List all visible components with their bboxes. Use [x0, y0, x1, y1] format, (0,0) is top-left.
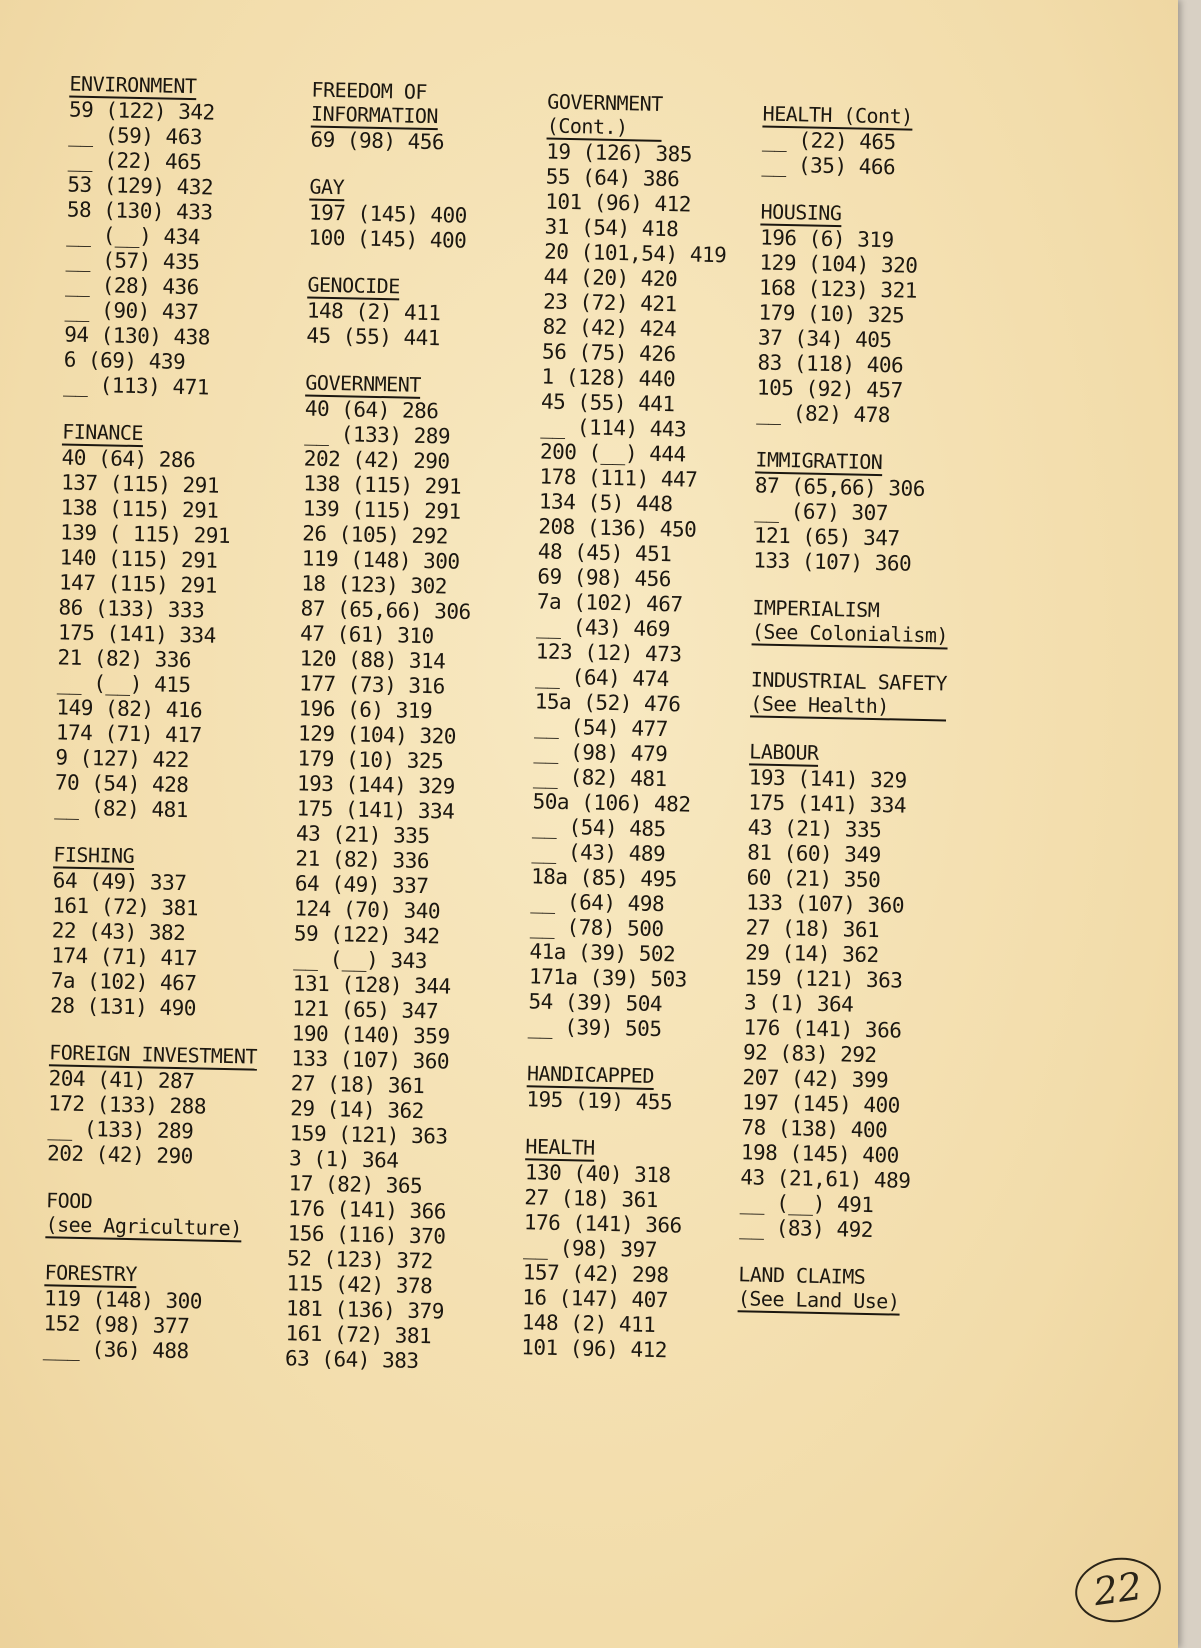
section-heading-title: HANDICAPPED	[526, 1061, 655, 1088]
index-entry: 179 (10) 325	[758, 300, 905, 328]
section-heading-subtitle: (See Health)	[750, 691, 890, 719]
index-column-1	[42, 72, 319, 1389]
index-entry: 82 (42) 424	[542, 314, 677, 342]
index-entry: 119 (148) 300	[43, 1286, 203, 1314]
index-entry: __ (64) 474	[535, 664, 670, 692]
index-entry: 120 (88) 314	[299, 646, 446, 674]
index-entry: 3 (1) 364	[288, 1146, 399, 1173]
index-entry: 161 (72) 381	[52, 893, 199, 921]
index-entry: 45 (55) 441	[540, 389, 675, 417]
section-heading-title: IMPERIALISM	[752, 595, 880, 623]
index-entry: 43 (21) 335	[747, 815, 882, 843]
section-heading-title: LAND CLAIMS	[738, 1262, 866, 1289]
index-entry: 176 (141) 366	[287, 1196, 447, 1224]
index-entry: 44 (20) 420	[543, 264, 678, 292]
index-entry: 123 (12) 473	[535, 639, 682, 667]
index-entry: 92 (83) 292	[742, 1040, 877, 1068]
index-entry: 193 (141) 329	[748, 765, 907, 793]
section-heading-title: IMMIGRATION	[755, 447, 883, 475]
index-section	[738, 1262, 989, 1317]
section-heading-title: GOVERNMENT	[547, 89, 663, 116]
index-entry: 56 (75) 426	[541, 339, 676, 367]
index-entry: 177 (73) 316	[298, 671, 446, 699]
index-entry: __ (90) 437	[64, 297, 199, 325]
index-entry: 41a (39) 502	[529, 939, 676, 967]
section-heading	[760, 199, 841, 227]
index-entry: 83 (118) 406	[757, 350, 904, 378]
index-entry: 45 (55) 441	[306, 323, 441, 351]
section-heading	[45, 1188, 242, 1242]
entry-list	[739, 765, 999, 1245]
index-entry: 129 (104) 320	[759, 250, 918, 278]
index-entry: 208 (136) 450	[538, 514, 697, 542]
section-heading-subtitle: (See Land Use)	[737, 1286, 900, 1314]
entry-list	[306, 298, 557, 353]
index-entry: 40 (64) 286	[304, 396, 439, 424]
index-entry: 138 (115) 291	[60, 495, 219, 523]
index-entry: __ (133) 289	[304, 421, 451, 449]
index-entry: 101 (96) 412	[544, 189, 692, 217]
section-heading	[311, 78, 439, 131]
index-entry: 147 (115) 291	[58, 570, 218, 598]
section-heading-subtitle: (see Agriculture)	[45, 1212, 243, 1241]
index-entry: 175 (141) 334	[296, 796, 455, 824]
index-entry: 174 (71) 417	[55, 720, 202, 748]
index-entry: 27 (18) 361	[524, 1185, 659, 1213]
index-entry: 16 (147) 407	[522, 1285, 669, 1313]
index-entry: 129 (104) 320	[297, 721, 457, 749]
index-entry: 196 (6) 319	[298, 696, 433, 724]
index-entry: 3 (1) 364	[743, 990, 854, 1017]
section-heading-subtitle: (Cont.)	[546, 113, 628, 140]
index-section	[310, 78, 562, 158]
index-entry: __ (__) 415	[56, 670, 191, 698]
index-entry: 28 (131) 490	[49, 993, 197, 1021]
index-entry: 175 (141) 334	[57, 620, 217, 648]
index-entry: __ (67) 307	[754, 498, 889, 526]
index-entry: 81 (60) 349	[746, 840, 882, 868]
index-entry: 43 (21) 335	[295, 821, 430, 849]
index-entry: 69 (98) 456	[310, 127, 445, 155]
entry-list	[50, 868, 303, 1023]
index-entry: 198 (145) 400	[740, 1140, 900, 1168]
index-entry: 195 (19) 455	[526, 1087, 673, 1115]
index-entry: __ (43) 469	[536, 614, 671, 642]
section-heading	[307, 272, 400, 300]
index-entry: 181 (136) 379	[285, 1296, 445, 1324]
index-column-2	[284, 78, 562, 1399]
section-heading	[762, 102, 913, 131]
index-entry: 29 (14) 362	[744, 940, 879, 968]
section-heading-title: HOUSING	[760, 199, 842, 226]
index-entry: 159 (121) 363	[289, 1121, 448, 1149]
index-entry: 27 (18) 361	[290, 1071, 425, 1099]
index-entry: 202 (42) 290	[46, 1141, 194, 1169]
index-entry: __ (57) 435	[65, 247, 200, 275]
index-entry: __ (22) 465	[761, 127, 896, 155]
index-entry: ___ (36) 488	[42, 1336, 189, 1364]
index-entry: 23 (72) 421	[542, 289, 677, 317]
entry-list	[761, 128, 1012, 183]
index-entry: 6 (69) 439	[63, 347, 186, 375]
entry-list	[521, 1160, 775, 1365]
index-entry: 9 (127) 422	[55, 745, 190, 773]
index-column-4	[737, 102, 1013, 1340]
index-entry: 87 (65,66) 306	[300, 596, 471, 624]
index-entry: 7a (102) 467	[50, 968, 197, 996]
index-section	[50, 842, 304, 1023]
index-entry: 172 (133) 288	[47, 1091, 207, 1119]
index-entry: 54 (39) 504	[528, 989, 663, 1017]
section-heading	[305, 370, 421, 398]
index-entry: __ (54) 477	[533, 714, 669, 742]
section-heading-title: FISHING	[53, 842, 135, 869]
section-heading	[749, 739, 819, 766]
section-heading-title: GOVERNMENT	[305, 370, 422, 397]
index-entry: __ (113) 471	[62, 372, 210, 400]
entry-list	[47, 1066, 299, 1171]
section-heading	[527, 1061, 654, 1090]
index-section	[739, 739, 999, 1245]
index-section	[45, 1188, 296, 1243]
index-entry: 148 (2) 411	[521, 1310, 656, 1338]
index-entry: 171a (39) 503	[528, 964, 688, 992]
index-entry: 178 (111) 447	[539, 464, 698, 492]
section-heading	[547, 90, 663, 142]
index-entry: 52 (123) 372	[286, 1246, 434, 1274]
index-entry: 149 (82) 416	[56, 695, 203, 723]
section-heading-title: ENVIRONMENT	[69, 71, 197, 99]
section-heading	[309, 175, 344, 202]
index-entry: __ (43) 489	[531, 839, 666, 867]
index-entry: 133 (107) 360	[291, 1046, 450, 1074]
index-entry: __ (39) 505	[527, 1014, 662, 1042]
index-entry: 204 (41) 287	[48, 1066, 195, 1094]
index-entry: 139 ( 115) 291	[59, 520, 231, 548]
index-entry: 156 (116) 370	[287, 1221, 446, 1249]
index-entry: 48 (45) 451	[537, 539, 672, 567]
section-heading-title: GAY	[309, 174, 345, 200]
entry-list	[310, 128, 560, 158]
index-entry: 60 (21) 350	[746, 865, 881, 893]
index-entry: 78 (138) 400	[741, 1115, 888, 1143]
index-entry: 55 (64) 386	[545, 164, 680, 192]
index-entry: 137 (115) 291	[60, 470, 220, 498]
index-entry: 19 (126) 385	[546, 139, 693, 167]
index-entry: 121 (65) 347	[753, 523, 900, 551]
entry-list	[285, 396, 555, 1376]
index-entry: 133 (107) 360	[753, 548, 912, 576]
index-entry: 207 (42) 399	[742, 1065, 889, 1093]
index-entry: 131 (128) 344	[292, 971, 451, 999]
index-entry: 31 (54) 418	[544, 214, 679, 242]
index-section	[752, 595, 1003, 650]
index-entry: 200 (__) 444	[539, 439, 686, 467]
index-entry: 157 (42) 298	[522, 1260, 669, 1288]
index-entry: 15a (52) 476	[534, 689, 681, 717]
index-entry: 18a (85) 495	[530, 864, 678, 892]
section-heading	[62, 419, 143, 447]
index-entry: __ (35) 466	[761, 152, 896, 180]
index-section	[306, 272, 558, 353]
index-section	[750, 667, 1001, 722]
index-entry: 21 (82) 336	[57, 645, 192, 673]
index-section	[43, 1260, 295, 1366]
index-entry: 197 (145) 400	[308, 200, 468, 228]
index-section	[761, 102, 1013, 183]
index-entry: 21 (82) 336	[295, 846, 430, 874]
index-entry: 140 (115) 291	[59, 545, 218, 573]
index-entry: __ (__) 343	[293, 946, 428, 974]
index-entry: 7a (102) 467	[536, 589, 683, 617]
section-heading-title: INDUSTRIAL SAFETY	[750, 667, 948, 696]
index-entry: 175 (141) 334	[748, 790, 907, 818]
section-heading	[750, 667, 947, 721]
index-entry: 101 (96) 412	[520, 1335, 668, 1363]
index-entry: 193 (144) 329	[296, 771, 456, 799]
index-entry: 100 (145) 400	[308, 225, 467, 253]
entry-list	[308, 200, 559, 255]
index-entry: 59 (122) 342	[68, 97, 215, 125]
index-entry: __ (__) 491	[739, 1190, 874, 1218]
page-number: 22	[1071, 1552, 1165, 1627]
index-entry: __ (98) 479	[533, 739, 668, 767]
entry-list	[63, 98, 319, 403]
section-heading-title: FREEDOM OF	[311, 77, 428, 104]
index-section	[308, 175, 560, 256]
index-entry: 47 (61) 310	[299, 621, 434, 649]
index-entry: __ (83) 492	[739, 1215, 874, 1243]
entry-list	[43, 1286, 295, 1366]
index-entry: __ (54) 485	[531, 814, 666, 842]
index-entry: 20 (101,54) 419	[543, 239, 727, 268]
index-entry: 148 (2) 411	[306, 298, 441, 326]
index-entry: 202 (42) 290	[303, 446, 450, 474]
index-section	[63, 72, 320, 403]
index-entry: 138 (115) 291	[303, 471, 462, 499]
section-heading	[53, 842, 134, 870]
section-heading	[525, 1134, 595, 1161]
index-entry: 133 (107) 360	[745, 890, 905, 918]
section-heading-title: LABOUR	[749, 739, 819, 765]
index-entry: 1 (128) 440	[541, 364, 676, 392]
index-entry: __ (82) 478	[756, 400, 891, 428]
index-entry: 196 (6) 319	[759, 225, 894, 253]
index-entry: 139 (115) 291	[302, 496, 461, 524]
section-heading-title: GENOCIDE	[307, 272, 401, 299]
section-heading	[755, 447, 882, 476]
section-heading-title: FOREIGN INVESTMENT	[48, 1040, 258, 1069]
index-entry: 59 (122) 342	[293, 921, 440, 949]
index-entry: __ (28) 436	[65, 272, 200, 300]
section-heading-subtitle: (See Colonialism)	[751, 619, 949, 648]
index-entry: __ (98) 397	[523, 1235, 658, 1263]
index-entry: 50a (106) 482	[532, 789, 691, 817]
index-entry: __ (78) 500	[529, 914, 664, 942]
section-heading-title: FORESTRY	[44, 1260, 138, 1287]
index-entry: 134 (5) 448	[538, 489, 673, 517]
index-entry: 29 (14) 362	[289, 1096, 425, 1124]
index-entry: 119 (148) 300	[301, 546, 460, 574]
index-entry: 26 (105) 292	[302, 521, 449, 549]
index-entry: 86 (133) 333	[58, 595, 205, 623]
index-section	[47, 1040, 300, 1171]
section-heading-subtitle: INFORMATION	[310, 101, 439, 129]
index-entry: 70 (54) 428	[54, 770, 189, 798]
index-section	[54, 419, 312, 825]
index-entry: 87 (65,66) 306	[754, 473, 926, 501]
index-entry: __ (59) 463	[68, 122, 203, 150]
index-entry: 115 (42) 378	[286, 1271, 433, 1299]
index-entry: 124 (70) 340	[294, 896, 441, 924]
index-entry: 69 (98) 456	[537, 564, 672, 592]
index-entry: 64 (49) 337	[52, 868, 187, 896]
section-heading	[44, 1260, 137, 1288]
index-entry: __ (82) 481	[54, 795, 189, 823]
index-entry: 174 (71) 417	[51, 943, 198, 971]
section-heading-title: HEALTH (Cont)	[762, 101, 913, 129]
index-entry: 18 (123) 302	[300, 571, 448, 599]
index-entry: __ (64) 498	[530, 889, 665, 917]
index-entry: 58 (130) 433	[66, 197, 213, 225]
section-heading-title: HEALTH	[525, 1134, 595, 1160]
index-entry: __ (82) 481	[532, 764, 667, 792]
section-heading	[752, 595, 949, 649]
entry-list	[756, 225, 1010, 430]
index-entry: 27 (18) 361	[745, 915, 880, 943]
section-heading	[69, 72, 196, 101]
index-section	[285, 370, 556, 1376]
index-section	[756, 199, 1011, 430]
index-entry: 190 (140) 359	[291, 1021, 450, 1049]
section-heading	[738, 1262, 901, 1315]
index-entry: __ (__) 434	[66, 222, 201, 250]
index-entry: 179 (10) 325	[297, 746, 444, 774]
index-section	[526, 1061, 777, 1117]
entry-list	[753, 473, 1005, 578]
index-section	[753, 447, 1006, 578]
index-entry: 43 (21,61) 489	[740, 1165, 911, 1193]
index-entry: 159 (121) 363	[744, 965, 903, 993]
index-entry: 37 (34) 405	[757, 325, 892, 353]
entry-list	[54, 445, 312, 825]
index-entry: 53 (129) 432	[67, 172, 214, 200]
index-entry: 176 (141) 366	[523, 1210, 682, 1238]
index-entry: 64 (49) 337	[294, 871, 429, 899]
index-entry: 168 (123) 321	[758, 275, 918, 303]
index-entry: __ (114) 443	[540, 414, 687, 442]
index-entry: 22 (43) 382	[51, 918, 186, 946]
section-heading-title: FOOD	[45, 1188, 93, 1214]
index-entry: 197 (145) 400	[741, 1090, 901, 1118]
index-entry: 130 (40) 318	[524, 1160, 671, 1188]
index-entry: 121 (65) 347	[292, 996, 439, 1024]
index-entry: 152 (98) 377	[43, 1311, 190, 1339]
index-entry: 161 (72) 381	[285, 1321, 432, 1349]
index-entry: 40 (64) 286	[61, 445, 196, 473]
index-entry: 105 (92) 457	[756, 375, 903, 403]
section-heading-title: FINANCE	[61, 419, 144, 446]
index-entry: 176 (141) 366	[743, 1015, 902, 1043]
index-entry: __ (133) 289	[47, 1116, 194, 1144]
entry-list	[526, 1087, 776, 1117]
index-entry: 94 (130) 438	[64, 322, 211, 350]
index-entry: 17 (82) 365	[288, 1171, 423, 1199]
index-entry: 63 (64) 383	[284, 1346, 419, 1374]
index-entry: __ (22) 465	[67, 147, 202, 175]
